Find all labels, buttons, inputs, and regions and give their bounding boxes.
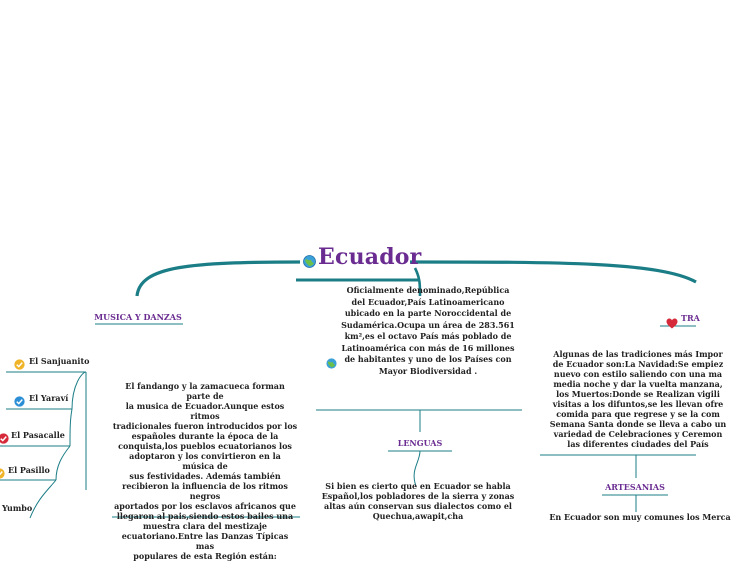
dance-item[interactable]: El Pasillo [8,465,50,475]
text-line: del Ecuador,País Latinoamericano [351,296,505,307]
text-line: Oficialmente denominado,República [346,285,510,295]
text-line: visitas a los difuntos,se les llevan ofre [552,399,724,409]
root-title[interactable]: Ecuador [318,244,422,270]
crafts-branch-label[interactable]: ARTESANIAS [605,482,665,492]
text-line: ubicado en la parte Noroccidental de [344,308,512,318]
text-line: Latinoamérica con más de 16 millones [341,342,515,353]
text-line: muestra clara del mestizaje [142,521,268,531]
text-line: Algunas de las tradiciones más Impor [553,349,723,359]
text-line: tradicionales fueron introducidos por los [112,421,298,431]
crafts-description[interactable] [540,512,740,522]
text-line: recibieron la influencia de los ritmos negros [122,481,288,501]
intro-description[interactable] [338,285,518,377]
check-gold-icon [14,355,25,366]
text-line: la musica de Ecuador.Aunque estos ritmos [125,401,285,421]
text-line: de Ecuador son:La Navidad:Se empiez [552,359,724,369]
text-line: españoles durante la época de la [131,431,279,441]
text-line: Mayor Biodiversidad . [378,365,478,376]
text-line: comida para que regrese y se la com [556,409,720,419]
text-line: nuevo con estilo saliendo con una ma [553,369,723,379]
dance-connector-3 [56,446,70,480]
text-line: las diferentes ciudades del País [567,439,709,449]
dance-item[interactable]: El Sanjuanito [29,356,90,366]
check-gold-icon [0,464,5,475]
text-line: ecuatoriano.Entre las Danzas Típicas mas [121,531,289,551]
music-description[interactable] [112,381,298,561]
text-line: Semana Santa donde se lleva a cabo un [549,419,727,429]
text-line: llegaron al pais,siendo estos bailes una [116,511,294,521]
text-line: El fandango y la zamacueca forman parte de [125,381,285,401]
dance-item[interactable]: Yumbo [2,503,33,513]
traditions-branch-label[interactable]: TRA [681,313,700,323]
text-line: conquista,los pueblos ecuatorianos los [118,441,292,451]
dance-item[interactable]: El Pasacalle [11,430,65,440]
text-line: los Muertos:Donde se Realizan vigili [556,389,720,399]
languages-branch-label[interactable]: LENGUAS [397,438,443,448]
text-line: km²,es el octavo País más poblado de [344,331,512,341]
text-line: Quechua,awapit,cha [372,511,464,521]
text-line: altas aún conservan sus dialectos como el [324,501,512,511]
text-line: media noche y dar la vuelta manzana, [553,379,723,389]
text-line: Si bien es cierto que en Ecuador se habla [325,481,511,491]
connector-root-to-traditions [410,262,696,282]
check-red-icon [0,429,9,440]
globe-icon [303,253,316,266]
text-line: populares de esta Región están: [133,551,277,561]
heart-icon [666,314,678,325]
dance-item[interactable]: El Yaraví [29,393,69,403]
dance-connector-4 [30,480,56,518]
text-line: En Ecuador son muy comunes los Merca [549,512,731,522]
music-branch-label[interactable]: MUSICA Y DANZAS [94,312,182,322]
text-line: adoptaron y los convirtieron en la música de [129,451,281,471]
text-line: de habitantes y uno de los Países con [344,354,512,364]
text-line: sus festividades. Además también [129,471,281,481]
text-line: aportados por los esclavos africanos que [114,501,296,511]
check-blue-icon [14,392,25,403]
dance-connector-1 [72,372,86,409]
text-line: Español,los pobladores de la sierra y zonas [321,491,515,501]
connector-root-to-music [137,262,300,296]
dance-connector-2 [70,409,72,446]
traditions-description[interactable] [538,349,738,449]
text-line: variedad de Celebraciones y Ceremon [553,429,723,439]
text-line: Sudamérica.Ocupa un área de 283.561 [341,319,515,330]
languages-description[interactable] [318,481,518,521]
intro-globe-icon [326,354,337,365]
